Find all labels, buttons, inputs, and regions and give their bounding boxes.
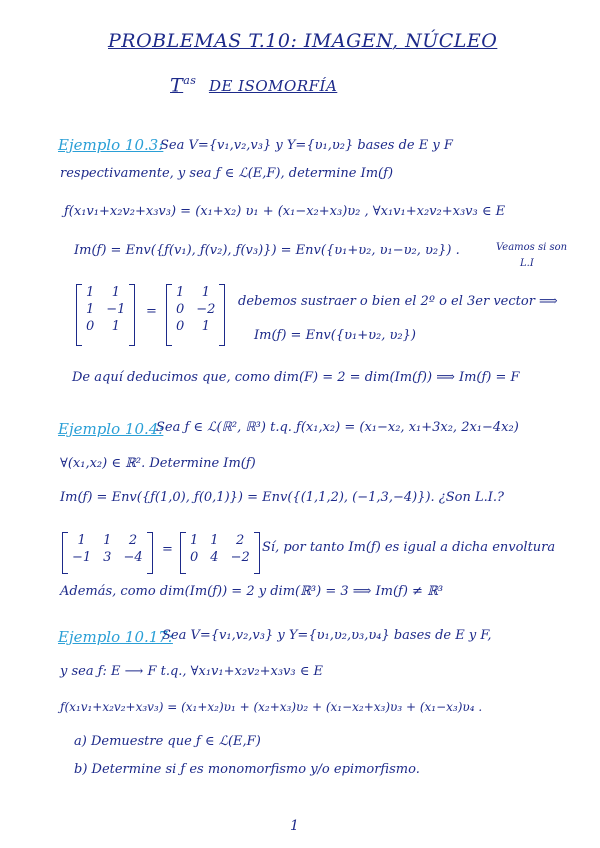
matrix-cell: 0 [176,319,185,334]
example-10-4-matrix-b [184,532,256,566]
example-10-3-conclusion: De aquí deducimos que, como dim(F) = 2 = dim(Im(ƒ)) ⟹ Im(ƒ) = F [72,370,520,385]
example-10-4-conclusion: Además, como dim(Im(ƒ)) = 2 y dim(ℝ³) = 3 ⟹ Im(ƒ) ≠ ℝ³ [60,584,444,599]
subtitle-rest: DE ISOMORFÍA [208,77,338,96]
matrix-cell: 2 [128,533,138,548]
matrix-cell: −1 [106,302,126,317]
matrix-equals: = [162,542,173,557]
example-10-3-matrix-comment: debemos sustraer o bien el 2º o el 3er vector ⟹ [238,294,558,309]
matrix-cell: −2 [230,550,250,565]
matrix-cell: 3 [103,550,112,565]
example-10-3-image: Im(ƒ) = Env({ƒ(v₁), ƒ(v₂), ƒ(v₃)}) = Env({υ₁+υ₂, υ₁−υ₂, υ₂}) . [74,243,460,258]
example-10-4-matrix-comment: Sí, por tanto Im(ƒ) es igual a dicha envoltura [262,540,556,555]
example-10-17-label: Ejemplo 10.17: [58,628,173,646]
matrix-cell: 1 [103,533,112,548]
page-subtitle [170,74,337,96]
example-10-3-note-li: L.I [520,258,534,269]
matrix-cell: 1 [111,285,120,300]
example-10-17-statement: Sea V={v₁,v₂,v₃} y Y={υ₁,υ₂,υ₃,υ₄} bases de E y F, [162,628,492,643]
example-10-3-statement: Sea V={v₁,v₂,v₃} y Y={υ₁,υ₂} bases de E y F [160,138,453,153]
matrix-cell: −4 [123,550,143,565]
page-number: 1 [290,818,299,834]
matrix-equals: = [146,304,157,319]
matrix-cell: 4 [210,550,219,565]
matrix-cell: 1 [86,302,95,317]
matrix-cell: 1 [210,533,219,548]
matrix-cell: 2 [236,533,245,548]
example-10-3-label: Ejemplo 10.3: [58,136,164,154]
example-10-3-matrix-a [80,284,131,335]
example-10-4-statement: Sea ƒ ∈ ℒ(ℝ², ℝ³) t.q. ƒ(x₁,x₂) = (x₁−x₂, x₁+3x₂, 2x₁−4x₂) [156,420,519,435]
example-10-3-note: Veamos si son [496,242,568,253]
matrix-cell: 1 [111,319,120,334]
example-10-4-label: Ejemplo 10.4: [58,420,164,438]
example-10-17-statement-cont: y sea ƒ: E ⟶ F t.q., ∀x₁v₁+x₂v₂+x₃v₃ ∈ E [60,664,323,679]
matrix-cell: 1 [190,533,199,548]
subtitle-superscript: as [183,74,197,87]
example-10-4-statement-cont: ∀(x₁,x₂) ∈ ℝ². Determine Im(ƒ) [60,456,256,471]
matrix-cell: 1 [201,285,210,300]
page-title: PROBLEMAS T.10: IMAGEN, NÚCLEO [108,30,498,52]
matrix-cell: 1 [77,533,86,548]
matrix-cell: 1 [201,319,210,334]
example-10-17-definition: ƒ(x₁v₁+x₂v₂+x₃v₃) = (x₁+x₂)υ₁ + (x₂+x₃)υ₂ + (x₁−x₂+x₃)υ₃ + (x₁−x₃)υ₄ . [60,700,483,714]
example-10-17-item-b: b) Determine si ƒ es monomorfismo y/o epimorfismo. [74,762,420,777]
matrix-cell: 0 [190,550,199,565]
matrix-cell: 1 [86,285,95,300]
matrix-cell: −1 [72,550,92,565]
example-10-3-matrix-b [170,284,221,335]
example-10-4-matrix-a [66,532,149,566]
matrix-cell: 0 [176,302,185,317]
example-10-3-statement-cont: respectivamente, y sea ƒ ∈ ℒ(E,F), determine Im(ƒ) [60,166,394,181]
matrix-cell: 1 [176,285,185,300]
example-10-3-definition: ƒ(x₁v₁+x₂v₂+x₃v₃) = (x₁+x₂) υ₁ + (x₁−x₂+x₃)υ₂ , ∀x₁v₁+x₂v₂+x₃v₃ ∈ E [64,204,506,219]
matrix-cell: −2 [196,302,216,317]
subtitle-t: T [170,74,184,97]
example-10-17-item-a: a) Demuestre que ƒ ∈ ℒ(E,F) [74,734,261,749]
example-10-4-image: Im(ƒ) = Env({ƒ(1,0), ƒ(0,1)}) = Env({(1,1,2), (−1,3,−4)}). ¿Son L.I.? [60,490,505,505]
matrix-cell: 0 [86,319,95,334]
example-10-3-result: Im(ƒ) = Env({υ₁+υ₂, υ₂}) [254,328,416,343]
